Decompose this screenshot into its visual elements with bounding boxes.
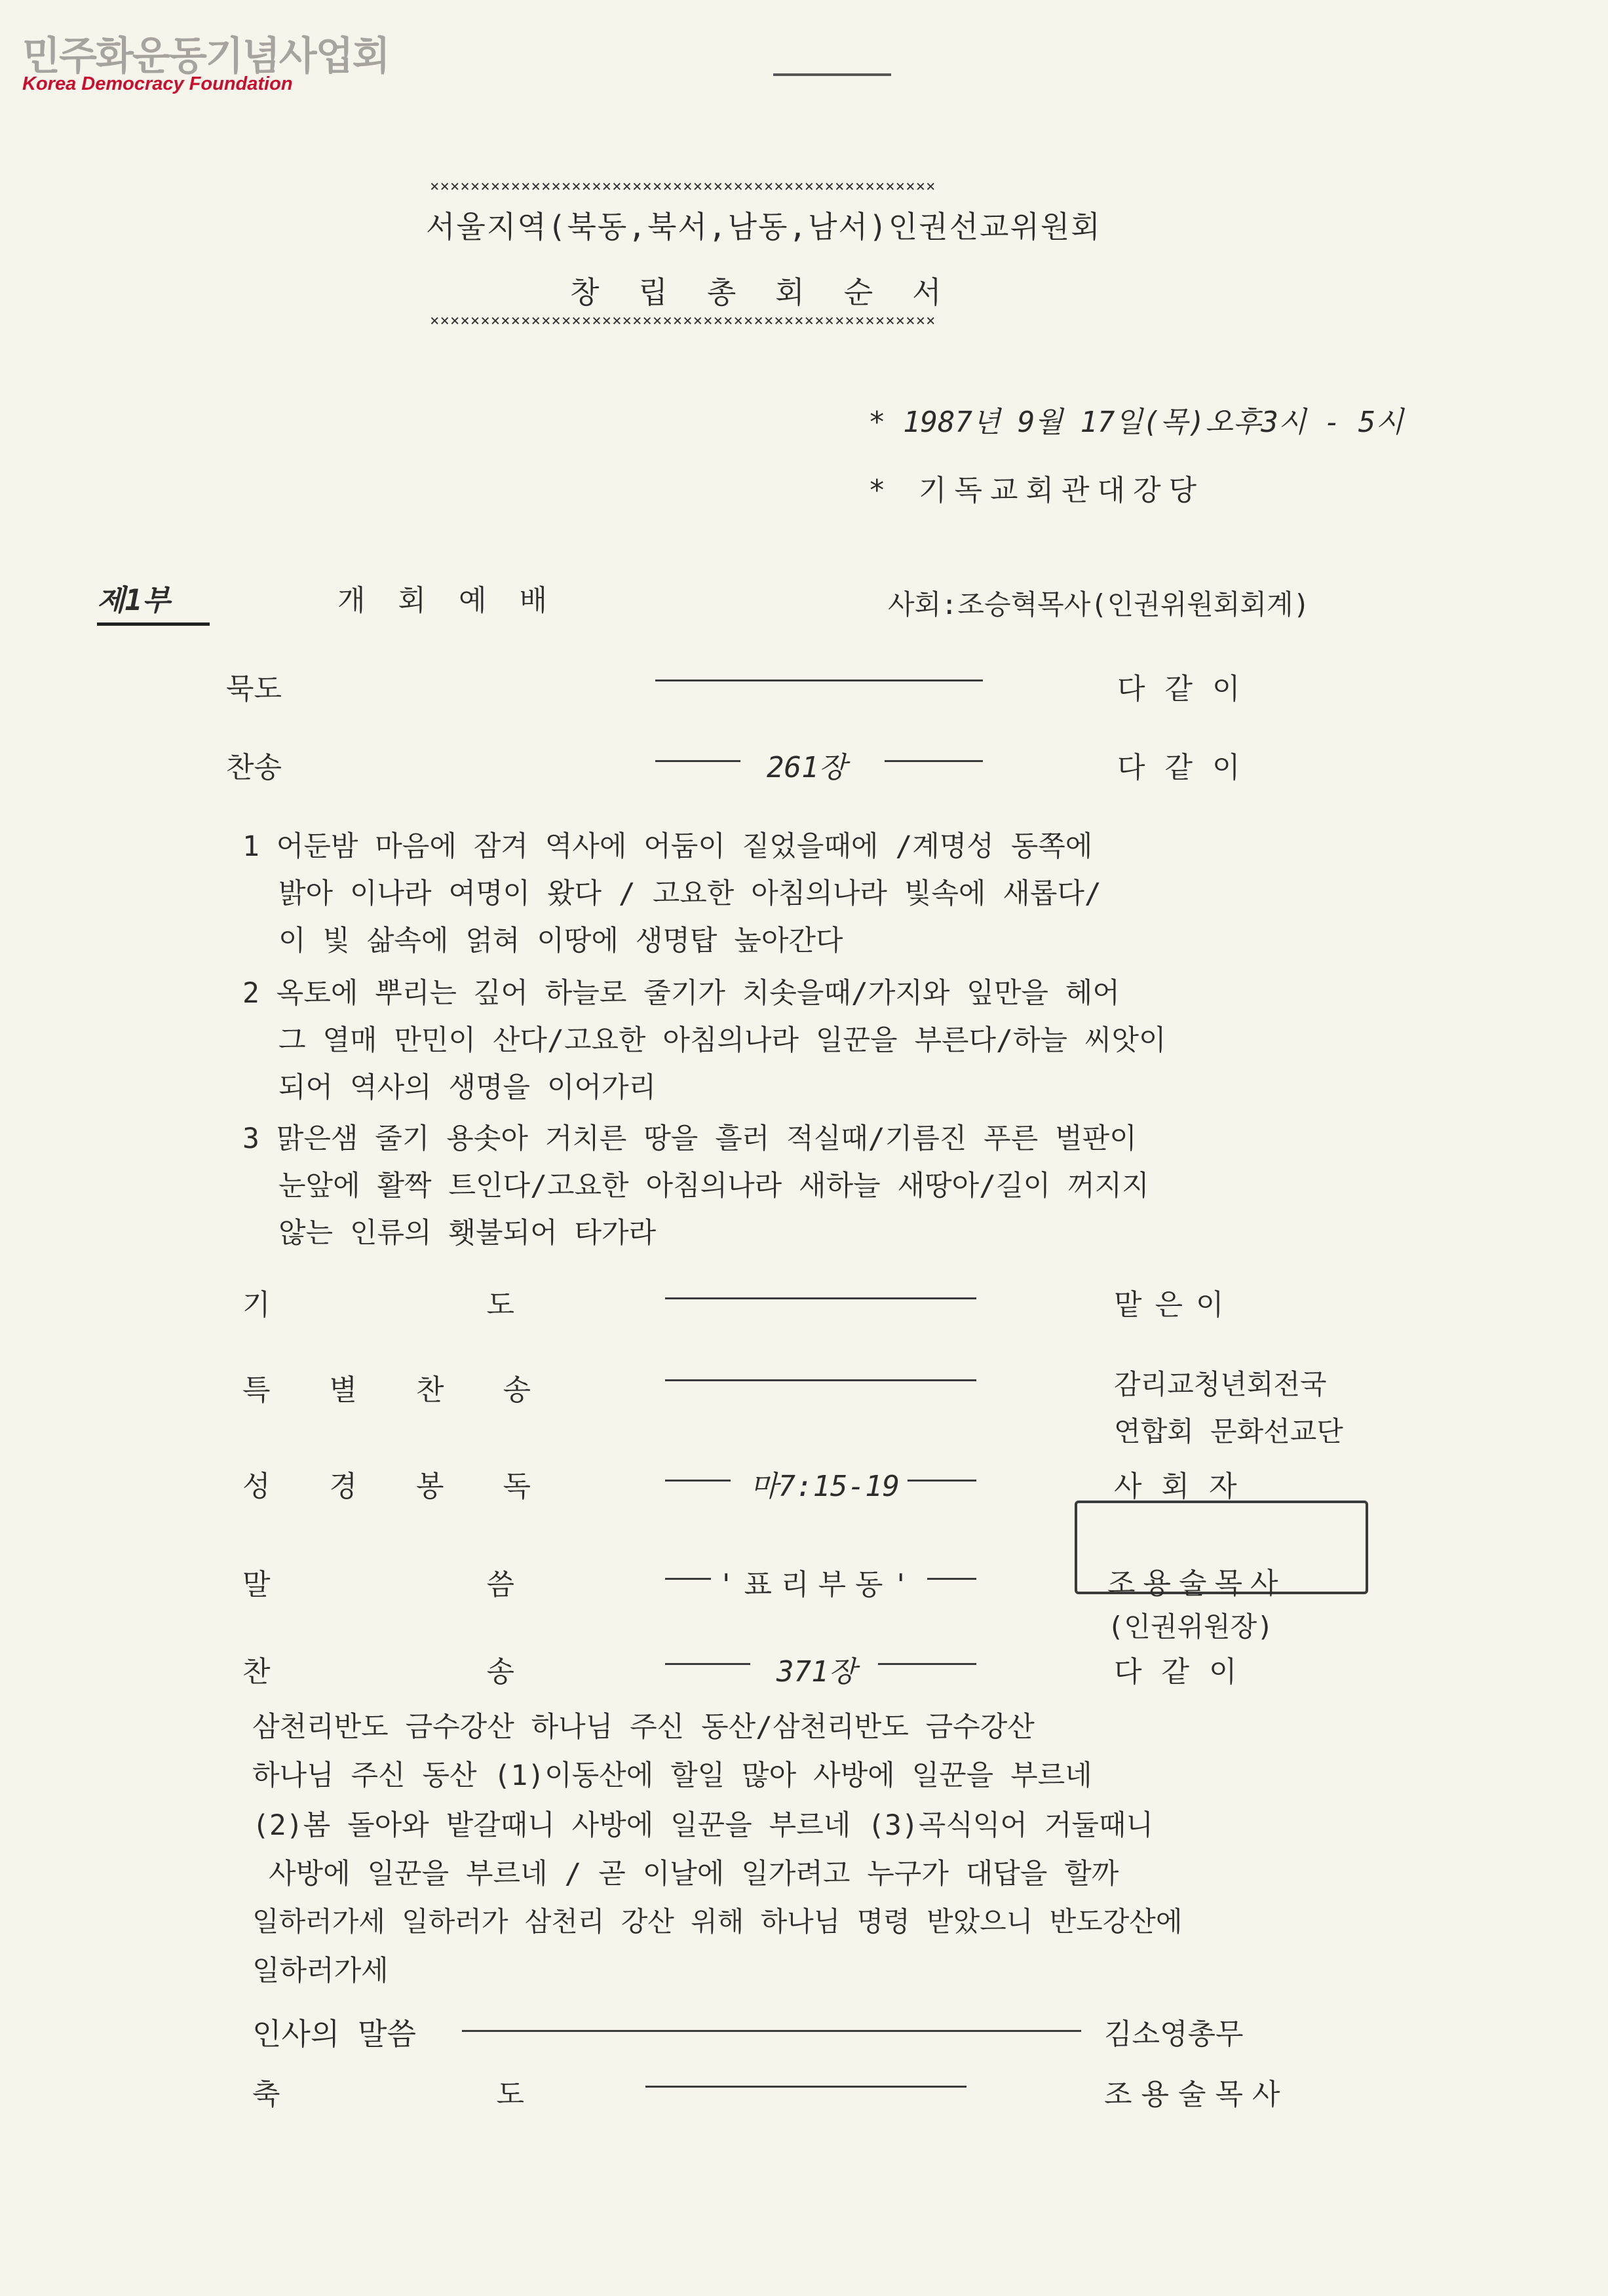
program-item-person-line2: (인권위원장) bbox=[1107, 1611, 1274, 1643]
hymn-lyric-line: 삼천리반도 금수강산 하나님 주신 동산/삼천리반도 금수강산 bbox=[252, 1711, 1035, 1744]
hymn-lyric-line: 않는 인류의 횃불되어 타가라 bbox=[278, 1217, 657, 1250]
program-item-name: 성경봉독 bbox=[242, 1470, 590, 1503]
hymn-lyric-line: 밝아 이나라 여명이 왔다 / 고요한 아침의나라 빛속에 새롭다/ bbox=[278, 877, 1101, 910]
hymn-lyric-line: 하나님 주신 동산 (1)이동산에 할일 많아 사방에 일꾼을 부르네 bbox=[252, 1759, 1092, 1792]
program-item-detail: '표리부동' bbox=[718, 1568, 919, 1601]
program-item-name: 특별찬송 bbox=[242, 1373, 590, 1407]
program-item-person: 다같이 bbox=[1114, 1655, 1257, 1689]
program-item-detail: 261장 bbox=[767, 751, 847, 784]
hymn-lyric-line: 3 맑은샘 줄기 용솟아 거치른 땅을 흘러 적실때/기름진 푸른 벌판이 bbox=[242, 1122, 1137, 1155]
document-subtitle: 창립총회순서 bbox=[570, 275, 981, 310]
foundation-logo-english: Korea Democracy Foundation bbox=[22, 73, 293, 94]
program-item-name: 묵도 bbox=[226, 672, 282, 706]
program-item-person: 조용술목사 bbox=[1104, 2078, 1290, 2111]
dotted-leader bbox=[665, 1663, 750, 1665]
program-item-person: 맡은이 bbox=[1114, 1288, 1237, 1322]
dotted-leader bbox=[665, 1297, 976, 1299]
hymn-lyric-line: (2)봄 돌아와 밭갈때니 사방에 일꾼을 부르네 (3)곡식익어 거둘때니 bbox=[252, 1809, 1153, 1842]
header-border-bottom: ×××××××××××××××××××××××××××××××××××××××××××××××××× bbox=[430, 311, 936, 330]
hymn-lyric-line: 일하러가세 bbox=[252, 1955, 389, 1987]
part-label: 제1부 bbox=[97, 584, 170, 617]
program-item-name: 말씀 bbox=[242, 1568, 731, 1601]
program-item-detail: 마7:15-19 bbox=[750, 1470, 900, 1503]
program-item-person: 김소영총무 bbox=[1104, 2018, 1244, 2051]
hymn-lyric-line: 사방에 일꾼을 부르네 / 곧 이날에 일가려고 누구가 대답을 할까 bbox=[269, 1858, 1119, 1890]
dotted-leader bbox=[908, 1480, 976, 1482]
dotted-leader bbox=[655, 760, 740, 762]
top-binding-mark bbox=[773, 73, 891, 76]
hymn-lyric-line: 그 열매 만민이 산다/고요한 아침의나라 일꾼을 부른다/하늘 씨앗이 bbox=[278, 1024, 1166, 1057]
dotted-leader bbox=[645, 2086, 967, 2088]
part-label-underline bbox=[97, 622, 210, 626]
program-item-name: 인사의 말씀 bbox=[252, 2016, 416, 2052]
hymn-lyric-line: 눈앞에 활짝 트인다/고요한 아침의나라 새하늘 새땅아/길이 꺼지지 bbox=[278, 1170, 1149, 1202]
dotted-leader bbox=[927, 1578, 976, 1580]
program-item-name: 찬송 bbox=[226, 751, 282, 784]
hymn-lyric-line: 이 빛 삶속에 얽혀 이땅에 생명탑 높아간다 bbox=[278, 925, 843, 957]
hymn-lyric-line: 일하러가세 일하러가 삼천리 강산 위해 하나님 명령 받았으니 반도강산에 bbox=[252, 1905, 1183, 1938]
event-place: * 기독교회관대강당 bbox=[868, 474, 1205, 507]
program-item-name: 기도 bbox=[242, 1288, 731, 1322]
event-datetime: * 1987년 9월 17일(목)오후3시 - 5시 bbox=[868, 406, 1404, 439]
program-item-person: 사회자 bbox=[1114, 1470, 1257, 1503]
dotted-leader bbox=[665, 1480, 731, 1482]
dotted-leader bbox=[665, 1379, 976, 1381]
document-title: 서울지역(북동,북서,남동,남서)인권선교위원회 bbox=[426, 209, 1101, 244]
hymn-lyric-line: 되어 역사의 생명을 이어가리 bbox=[278, 1071, 657, 1104]
program-item-person: 조용술목사 bbox=[1107, 1567, 1286, 1600]
hymn-lyric-line: 2 옥토에 뿌리는 깊어 하늘로 줄기가 치솟을때/가지와 잎만을 헤어 bbox=[242, 977, 1120, 1010]
part-title: 개회예배 bbox=[337, 584, 581, 617]
program-item-name: 찬송 bbox=[242, 1655, 731, 1689]
header-border-top: ×××××××××××××××××××××××××××××××××××××××××××××××××× bbox=[430, 177, 936, 195]
dotted-leader bbox=[885, 760, 983, 762]
dotted-leader bbox=[665, 1578, 711, 1580]
hymn-lyric-line: 1 어둔밤 마음에 잠겨 역사에 어둠이 짙었을때에 /계명성 동쪽에 bbox=[242, 830, 1093, 863]
dotted-leader bbox=[462, 2030, 1081, 2032]
program-item-person: 감리교청년회전국 bbox=[1114, 1368, 1327, 1400]
program-item-name: 축도 bbox=[252, 2078, 741, 2111]
dotted-leader bbox=[878, 1663, 976, 1665]
program-item-person: 다같이 bbox=[1117, 751, 1260, 784]
program-item-detail: 371장 bbox=[776, 1655, 856, 1689]
part-host: 사회:조승혁목사(인권위원회회계) bbox=[888, 588, 1310, 621]
foundation-logo-korean: 민주화운동기념사업회 bbox=[22, 33, 389, 79]
program-item-person-line2: 연합회 문화선교단 bbox=[1114, 1415, 1343, 1447]
dotted-leader bbox=[655, 679, 983, 681]
program-item-person: 다같이 bbox=[1117, 672, 1260, 706]
